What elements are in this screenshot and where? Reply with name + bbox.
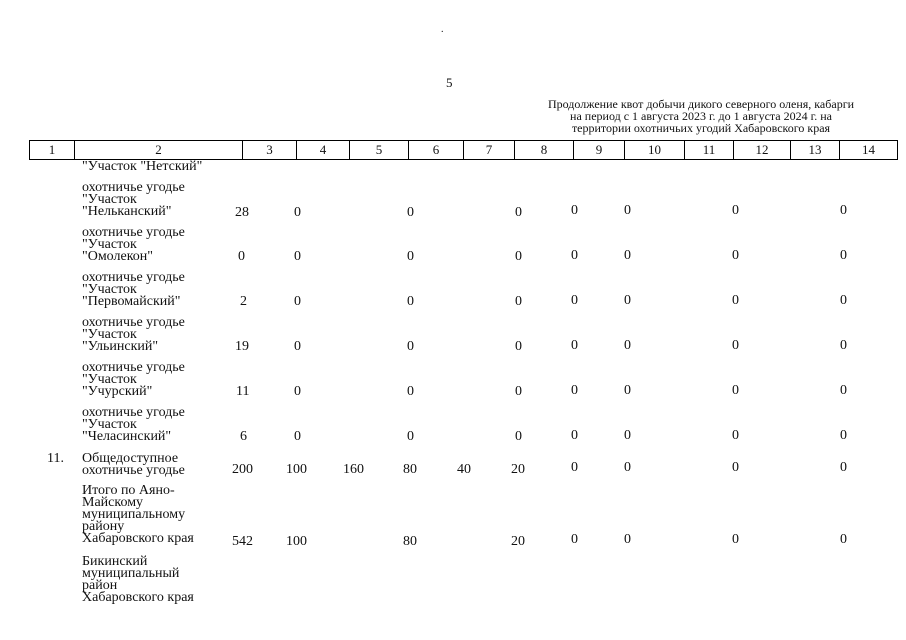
column-header: 5 xyxy=(350,141,409,160)
cell-col14: 0 xyxy=(840,460,847,475)
cell-col4: 100 xyxy=(286,462,307,477)
row-name: охотничье угодье "Участок "Ульинский" xyxy=(82,315,185,354)
cell-col10: 0 xyxy=(624,248,631,263)
cell-col12: 0 xyxy=(732,203,739,218)
row-name: Бикинский муниципальный район Хабаровского края xyxy=(82,554,194,605)
cell-col3: 0 xyxy=(238,249,245,264)
cell-col8: 0 xyxy=(515,249,522,264)
column-header: 10 xyxy=(625,141,685,160)
cell-col8: 20 xyxy=(511,534,525,549)
title-line-3: территории охотничьих угодий Хабаровского края xyxy=(571,121,831,135)
cell-col5: 160 xyxy=(343,462,364,477)
column-header: 4 xyxy=(297,141,350,160)
column-header: 9 xyxy=(574,141,625,160)
column-header: 13 xyxy=(791,141,840,160)
cell-col12: 0 xyxy=(732,383,739,398)
cell-col10: 0 xyxy=(624,203,631,218)
cell-col12: 0 xyxy=(732,338,739,353)
cell-col6: 0 xyxy=(407,294,414,309)
cell-col8: 0 xyxy=(515,384,522,399)
cell-col12: 0 xyxy=(732,428,739,443)
cell-col12: 0 xyxy=(732,248,739,263)
column-header: 7 xyxy=(464,141,515,160)
cell-col8: 0 xyxy=(515,339,522,354)
cell-col6: 0 xyxy=(407,429,414,444)
cell-col10: 0 xyxy=(624,460,631,475)
row-name: охотничье угодье "Участок "Нельканский" xyxy=(82,180,185,219)
column-header: 14 xyxy=(840,141,898,160)
cell-col4: 0 xyxy=(294,429,301,444)
cell-col4: 0 xyxy=(294,384,301,399)
cell-col10: 0 xyxy=(624,338,631,353)
cell-col9: 0 xyxy=(571,460,578,475)
partial-row-label: "Участок "Нетский" xyxy=(82,159,203,174)
cell-col8: 0 xyxy=(515,205,522,220)
cell-col9: 0 xyxy=(571,532,578,547)
row-name: Итого по Аяно- Майскому муниципальному району Хабаровского края xyxy=(82,483,194,546)
cell-col9: 0 xyxy=(571,338,578,353)
cell-col6: 0 xyxy=(407,249,414,264)
cell-col8: 0 xyxy=(515,429,522,444)
table-title xyxy=(532,98,870,134)
cell-col4: 0 xyxy=(294,294,301,309)
cell-col9: 0 xyxy=(571,293,578,308)
cell-col14: 0 xyxy=(840,293,847,308)
column-header: 6 xyxy=(409,141,464,160)
cell-col10: 0 xyxy=(624,532,631,547)
cell-col4: 0 xyxy=(294,205,301,220)
row-name: Общедоступное охотничье угодье xyxy=(82,451,185,478)
column-header: 2 xyxy=(75,141,243,160)
cell-col9: 0 xyxy=(571,428,578,443)
row-name: охотничье угодье "Участок "Первомайский" xyxy=(82,270,185,309)
cell-col12: 0 xyxy=(732,532,739,547)
column-header: 11 xyxy=(685,141,734,160)
row-number: 11. xyxy=(47,451,64,466)
cell-col6: 80 xyxy=(403,534,417,549)
cell-col9: 0 xyxy=(571,383,578,398)
title-line-1: Продолжение квот добычи дикого северного оленя, кабарги xyxy=(547,97,855,111)
column-header-row xyxy=(30,141,898,160)
cell-col14: 0 xyxy=(840,428,847,443)
cell-col9: 0 xyxy=(571,203,578,218)
cell-col10: 0 xyxy=(624,293,631,308)
cell-col14: 0 xyxy=(840,532,847,547)
cell-col3: 542 xyxy=(232,534,253,549)
cell-col8: 0 xyxy=(515,294,522,309)
column-header: 3 xyxy=(243,141,297,160)
cell-col4: 100 xyxy=(286,534,307,549)
row-name: охотничье угодье "Участок "Челасинский" xyxy=(82,405,185,444)
cell-col6: 0 xyxy=(407,205,414,220)
cell-col8: 20 xyxy=(511,462,525,477)
column-header-table xyxy=(29,140,898,160)
column-header: 8 xyxy=(515,141,574,160)
cell-col10: 0 xyxy=(624,383,631,398)
cell-col6: 0 xyxy=(407,339,414,354)
cell-col4: 0 xyxy=(294,339,301,354)
title-line-2: на период с 1 августа 2023 г. до 1 августа 2024 г. на xyxy=(570,109,832,123)
column-header: 1 xyxy=(30,141,75,160)
cell-col3: 11 xyxy=(236,384,250,399)
cell-col7: 40 xyxy=(457,462,471,477)
cell-col14: 0 xyxy=(840,338,847,353)
cell-col12: 0 xyxy=(732,293,739,308)
page-number: 5 xyxy=(446,75,453,90)
cell-col6: 0 xyxy=(407,384,414,399)
cell-col14: 0 xyxy=(840,383,847,398)
cell-col3: 200 xyxy=(232,462,253,477)
cell-col3: 28 xyxy=(235,205,249,220)
cell-col4: 0 xyxy=(294,249,301,264)
cell-col14: 0 xyxy=(840,248,847,263)
cell-col3: 19 xyxy=(235,339,249,354)
cell-col9: 0 xyxy=(571,248,578,263)
row-name: охотничье угодье "Участок "Омолекон" xyxy=(82,225,185,264)
page-dot: . xyxy=(441,24,444,35)
cell-col3: 6 xyxy=(240,429,247,444)
column-header: 12 xyxy=(734,141,791,160)
row-name: охотничье угодье "Участок "Учурский" xyxy=(82,360,185,399)
cell-col10: 0 xyxy=(624,428,631,443)
cell-col6: 80 xyxy=(403,462,417,477)
cell-col12: 0 xyxy=(732,460,739,475)
cell-col3: 2 xyxy=(240,294,247,309)
cell-col14: 0 xyxy=(840,203,847,218)
